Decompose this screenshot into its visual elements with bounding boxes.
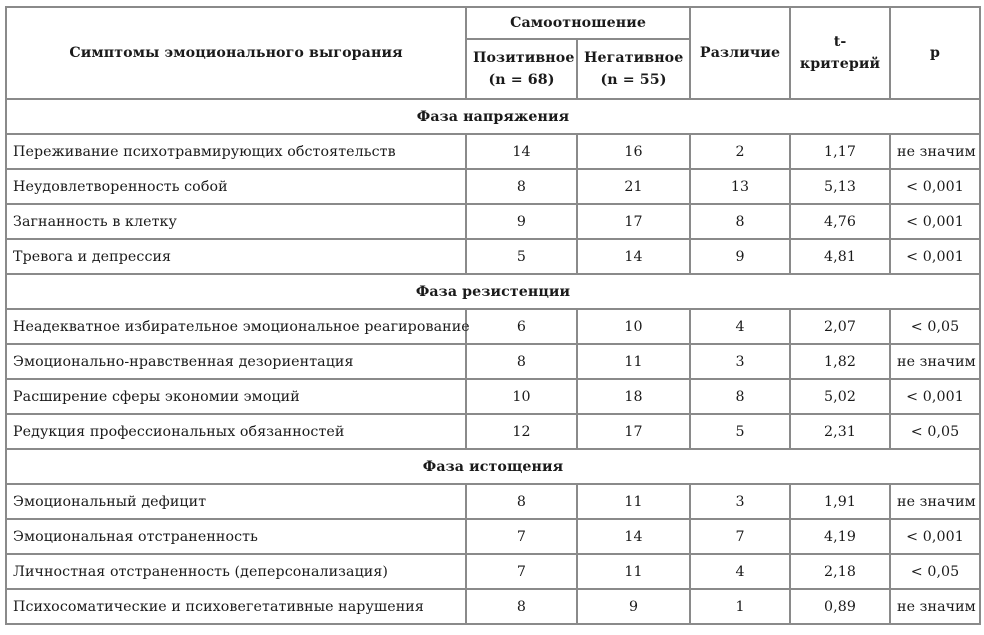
symptom-cell: Редукция профессиональных обязанностей [6, 414, 466, 449]
header-positive-label: Позитивное [473, 50, 575, 66]
negative-cell: 9 [577, 589, 690, 624]
table-row [6, 204, 980, 239]
header-symptoms: Симптомы эмоционального выгорания [6, 7, 466, 99]
table-row [6, 239, 980, 274]
header-negative [577, 39, 690, 99]
t-criterion-cell: 4,19 [790, 519, 890, 554]
difference-cell: 7 [690, 519, 790, 554]
positive-cell: 8 [466, 589, 577, 624]
t-criterion-cell: 1,82 [790, 344, 890, 379]
table-row [6, 309, 980, 344]
symptom-cell: Переживание психотравмирующих обстоятельств [6, 134, 466, 169]
symptom-cell: Загнанность в клетку [6, 204, 466, 239]
table-row [6, 414, 980, 449]
symptom-cell: Эмоционально-нравственная дезориентация [6, 344, 466, 379]
header-negative-label: Негативное [584, 50, 684, 66]
positive-cell: 9 [466, 204, 577, 239]
symptom-cell: Эмоциональный дефицит [6, 484, 466, 519]
t-criterion-cell: 1,17 [790, 134, 890, 169]
negative-cell: 17 [577, 204, 690, 239]
p-value-cell: не значим [890, 134, 980, 169]
p-value-cell: < 0,001 [890, 239, 980, 274]
table-row [6, 344, 980, 379]
table-row [6, 169, 980, 204]
positive-cell: 10 [466, 379, 577, 414]
table-row [6, 379, 980, 414]
p-value-cell: < 0,05 [890, 554, 980, 589]
symptom-cell: Неудовлетворенность собой [6, 169, 466, 204]
t-criterion-cell: 5,02 [790, 379, 890, 414]
t-criterion-cell: 4,76 [790, 204, 890, 239]
table-row [6, 134, 980, 169]
positive-cell: 6 [466, 309, 577, 344]
t-criterion-cell: 4,81 [790, 239, 890, 274]
t-criterion-cell: 2,18 [790, 554, 890, 589]
header-self-attitude: Самоотношение [466, 7, 690, 39]
positive-cell: 7 [466, 519, 577, 554]
positive-cell: 14 [466, 134, 577, 169]
difference-cell: 2 [690, 134, 790, 169]
table-body [6, 99, 980, 624]
symptom-cell: Неадекватное избирательное эмоциональное реагирование [6, 309, 466, 344]
p-value-cell: не значим [890, 589, 980, 624]
negative-cell: 10 [577, 309, 690, 344]
difference-cell: 3 [690, 484, 790, 519]
negative-cell: 11 [577, 344, 690, 379]
phase-title: Фаза истощения [6, 449, 980, 484]
positive-cell: 8 [466, 484, 577, 519]
header-positive [466, 39, 577, 99]
p-value-cell: < 0,001 [890, 169, 980, 204]
difference-cell: 3 [690, 344, 790, 379]
difference-cell: 13 [690, 169, 790, 204]
difference-cell: 8 [690, 379, 790, 414]
negative-cell: 21 [577, 169, 690, 204]
negative-cell: 14 [577, 519, 690, 554]
p-value-cell: < 0,05 [890, 414, 980, 449]
header-negative-n: (n = 55) [600, 72, 667, 88]
table-row [6, 554, 980, 589]
positive-cell: 7 [466, 554, 577, 589]
positive-cell: 8 [466, 344, 577, 379]
burnout-comparison-table [5, 6, 981, 625]
p-value-cell: < 0,001 [890, 379, 980, 414]
p-value-cell: не значим [890, 344, 980, 379]
difference-cell: 5 [690, 414, 790, 449]
difference-cell: 9 [690, 239, 790, 274]
symptom-cell: Личностная отстраненность (деперсонализация) [6, 554, 466, 589]
difference-cell: 8 [690, 204, 790, 239]
negative-cell: 17 [577, 414, 690, 449]
positive-cell: 12 [466, 414, 577, 449]
t-criterion-cell: 0,89 [790, 589, 890, 624]
phase-title: Фаза напряжения [6, 99, 980, 134]
phase-row [6, 274, 980, 309]
table-row [6, 589, 980, 624]
p-value-cell: < 0,001 [890, 519, 980, 554]
p-value-cell: не значим [890, 484, 980, 519]
t-criterion-cell: 2,07 [790, 309, 890, 344]
header-row-1 [6, 7, 980, 39]
negative-cell: 11 [577, 484, 690, 519]
t-criterion-cell: 5,13 [790, 169, 890, 204]
p-value-cell: < 0,05 [890, 309, 980, 344]
header-difference: Различие [690, 7, 790, 99]
phase-row [6, 449, 980, 484]
header-p: p [890, 7, 980, 99]
header-positive-n: (n = 68) [488, 72, 555, 88]
difference-cell: 4 [690, 554, 790, 589]
positive-cell: 5 [466, 239, 577, 274]
difference-cell: 4 [690, 309, 790, 344]
header-t-criterion: t-критерий [790, 7, 890, 99]
negative-cell: 18 [577, 379, 690, 414]
difference-cell: 1 [690, 589, 790, 624]
phase-title: Фаза резистенции [6, 274, 980, 309]
positive-cell: 8 [466, 169, 577, 204]
p-value-cell: < 0,001 [890, 204, 980, 239]
negative-cell: 11 [577, 554, 690, 589]
symptom-cell: Тревога и депрессия [6, 239, 466, 274]
table-header [6, 7, 980, 99]
negative-cell: 16 [577, 134, 690, 169]
table-row [6, 484, 980, 519]
negative-cell: 14 [577, 239, 690, 274]
t-criterion-cell: 1,91 [790, 484, 890, 519]
table-row [6, 519, 980, 554]
t-criterion-cell: 2,31 [790, 414, 890, 449]
symptom-cell: Расширение сферы экономии эмоций [6, 379, 466, 414]
phase-row [6, 99, 980, 134]
symptom-cell: Эмоциональная отстраненность [6, 519, 466, 554]
symptom-cell: Психосоматические и психовегетативные нарушения [6, 589, 466, 624]
